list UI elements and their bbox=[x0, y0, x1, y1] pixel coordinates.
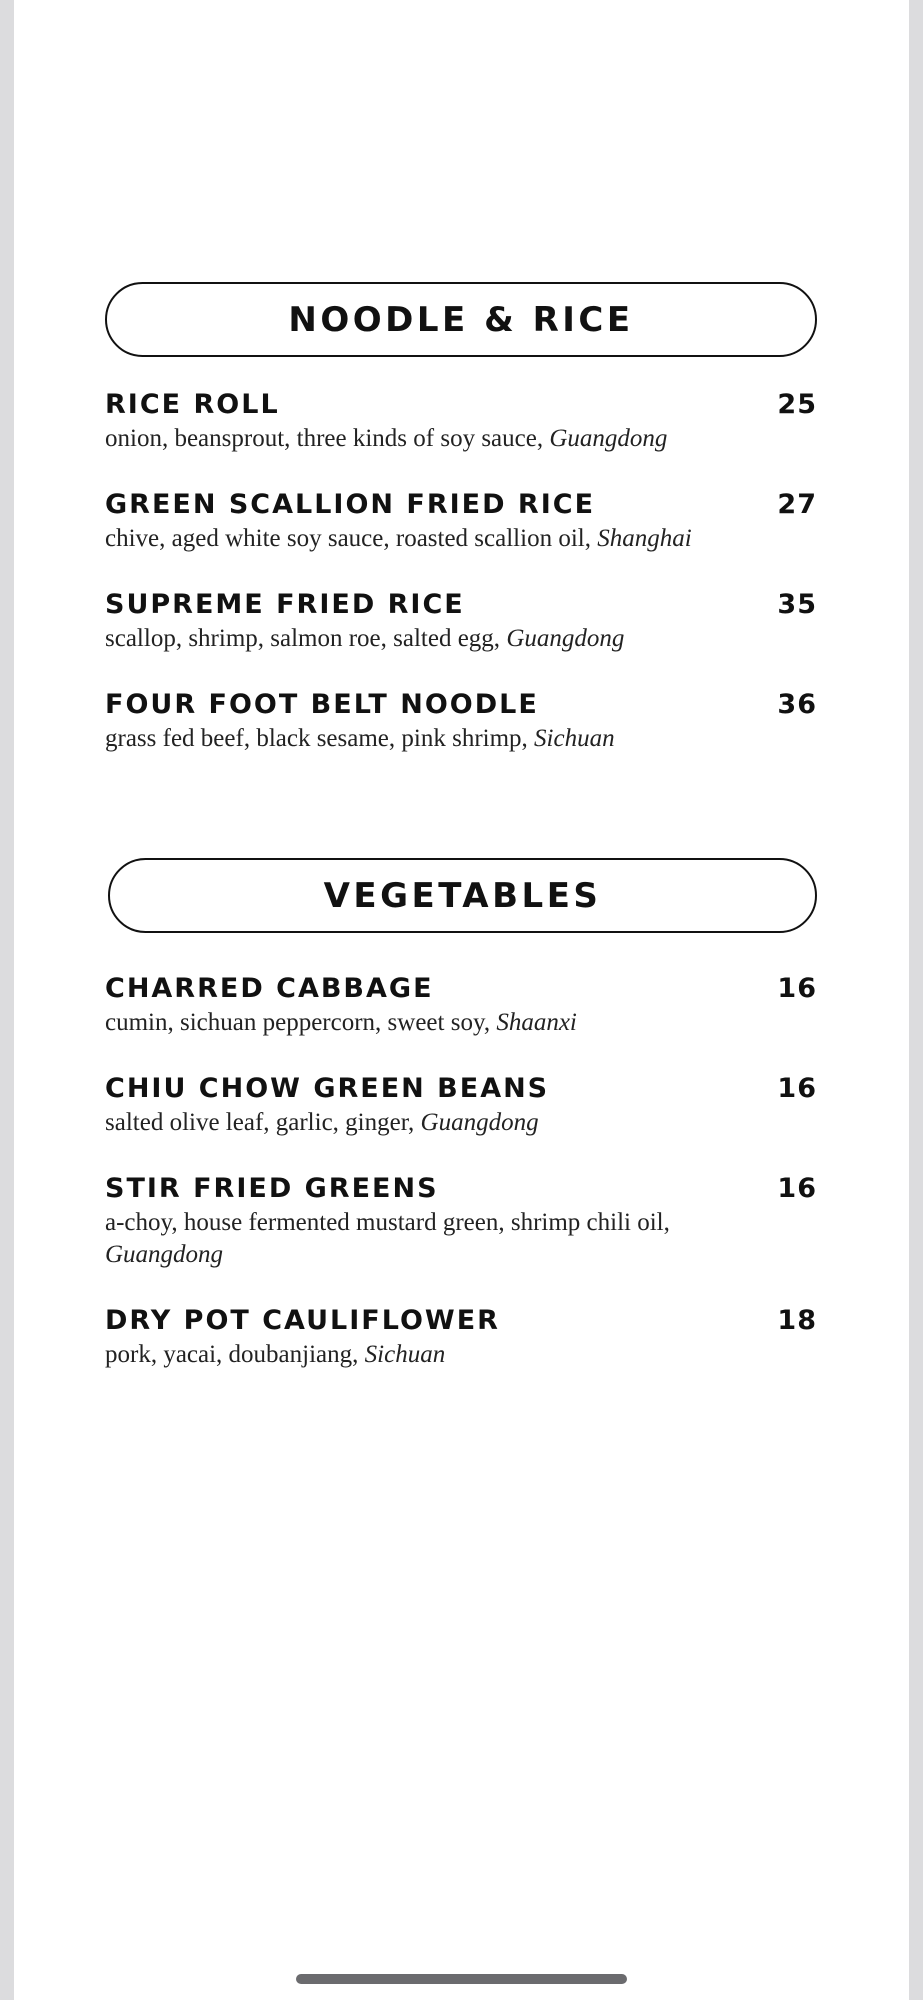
menu-item bbox=[105, 1171, 817, 1271]
item-ingredients: onion, beansprout, three kinds of soy sauce, bbox=[105, 425, 544, 452]
item-name: CHIU CHOW GREEN BEANS bbox=[105, 1073, 550, 1104]
item-origin: Guangdong bbox=[420, 1109, 539, 1136]
section-header: VEGETABLES bbox=[108, 858, 817, 933]
item-price: 16 bbox=[777, 973, 817, 1004]
menu-page bbox=[14, 0, 909, 2000]
item-name: SUPREME FRIED RICE bbox=[105, 589, 465, 620]
item-description bbox=[105, 523, 705, 555]
menu-item bbox=[105, 1303, 817, 1371]
menu-item bbox=[105, 687, 817, 755]
item-name: RICE ROLL bbox=[105, 389, 280, 420]
item-description bbox=[105, 1207, 705, 1271]
item-price: 27 bbox=[777, 489, 817, 520]
item-name: STIR FRIED GREENS bbox=[105, 1173, 439, 1204]
menu-item bbox=[105, 1071, 817, 1139]
item-ingredients: pork, yacai, doubanjiang, bbox=[105, 1341, 359, 1368]
item-price: 18 bbox=[777, 1305, 817, 1336]
item-price: 25 bbox=[777, 389, 817, 420]
menu-item-list bbox=[105, 387, 817, 755]
item-origin: Guangdong bbox=[105, 1241, 224, 1268]
item-name: DRY POT CAULIFLOWER bbox=[105, 1305, 500, 1336]
section-vegetables bbox=[105, 858, 831, 1403]
item-ingredients: grass fed beef, black sesame, pink shrimp, bbox=[105, 725, 528, 752]
section-header: NOODLE & RICE bbox=[105, 282, 817, 357]
item-name: GREEN SCALLION FRIED RICE bbox=[105, 489, 596, 520]
item-description bbox=[105, 1339, 705, 1371]
item-price: 16 bbox=[777, 1073, 817, 1104]
item-ingredients: salted olive leaf, garlic, ginger, bbox=[105, 1109, 415, 1136]
item-description bbox=[105, 423, 705, 455]
item-origin: Sichuan bbox=[364, 1341, 446, 1368]
item-price: 36 bbox=[777, 689, 817, 720]
item-ingredients: chive, aged white soy sauce, roasted scallion oil, bbox=[105, 525, 591, 552]
item-origin: Guangdong bbox=[506, 625, 625, 652]
item-price: 35 bbox=[777, 589, 817, 620]
menu-item-list bbox=[105, 971, 817, 1371]
item-name: FOUR FOOT BELT NOODLE bbox=[105, 689, 539, 720]
item-ingredients: scallop, shrimp, salmon roe, salted egg, bbox=[105, 625, 501, 652]
item-name: CHARRED CABBAGE bbox=[105, 973, 434, 1004]
menu-item bbox=[105, 587, 817, 655]
item-price: 16 bbox=[777, 1173, 817, 1204]
section-noodle-rice bbox=[105, 282, 831, 787]
item-origin: Shanghai bbox=[597, 525, 692, 552]
item-origin: Sichuan bbox=[534, 725, 615, 752]
home-indicator[interactable] bbox=[296, 1974, 627, 1984]
item-description bbox=[105, 1007, 705, 1039]
item-description bbox=[105, 623, 705, 655]
menu-item bbox=[105, 387, 817, 455]
item-ingredients: cumin, sichuan peppercorn, sweet soy, bbox=[105, 1009, 491, 1036]
menu-item bbox=[105, 971, 817, 1039]
item-origin: Shaanxi bbox=[496, 1009, 577, 1036]
item-description bbox=[105, 1107, 705, 1139]
item-origin: Guangdong bbox=[549, 425, 668, 452]
item-description bbox=[105, 723, 705, 755]
menu-item bbox=[105, 487, 817, 555]
item-ingredients: a-choy, house fermented mustard green, shrimp chili oil, bbox=[105, 1209, 670, 1236]
